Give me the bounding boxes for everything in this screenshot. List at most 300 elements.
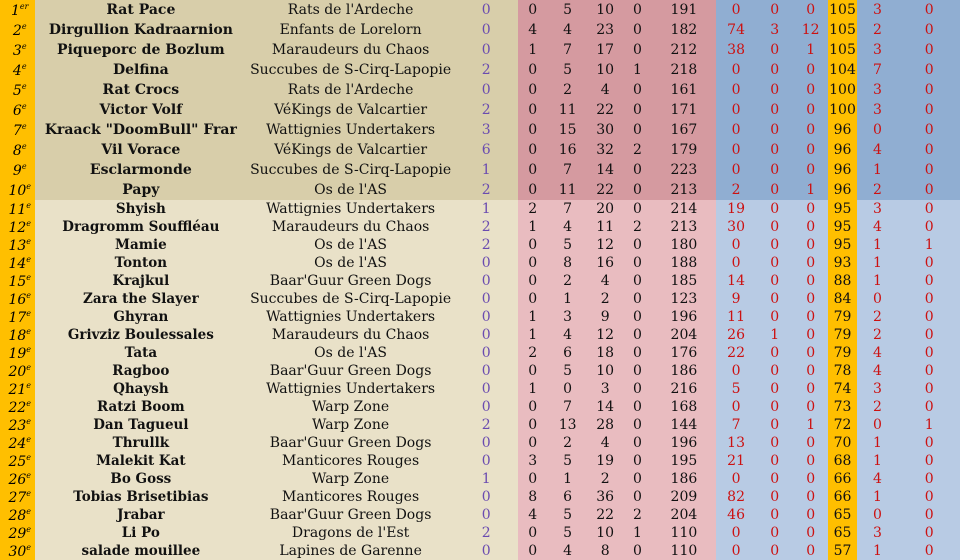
rank-suffix: e [26, 236, 32, 246]
team-name[interactable]: Os de l'AS [246, 180, 455, 200]
stat-a: 0 [455, 290, 518, 308]
stat-e: 0 [623, 290, 652, 308]
rank-cell [0, 488, 35, 506]
stat-g: 0 [716, 236, 757, 254]
table-row [0, 344, 960, 362]
stat-b: 1 [518, 40, 548, 60]
stat-d: 8 [587, 542, 622, 560]
rank-suffix: e [26, 380, 32, 390]
player-name[interactable]: Zara the Slayer [35, 290, 246, 308]
team-name[interactable]: Rats de l'Ardeche [246, 0, 455, 20]
player-name[interactable]: Kraack "DoomBull" Frar [35, 120, 246, 140]
stat-e: 0 [623, 100, 652, 120]
team-name[interactable]: Warp Zone [246, 416, 455, 434]
rank-suffix: e [26, 272, 32, 282]
team-name[interactable]: Wattignies Undertakers [246, 380, 455, 398]
stat-d: 14 [587, 398, 622, 416]
stat-l: 0 [898, 488, 960, 506]
stat-f: 196 [652, 308, 716, 326]
stat-l: 0 [898, 140, 960, 160]
stat-g: 0 [716, 0, 757, 20]
team-name[interactable]: VéKings de Valcartier [246, 140, 455, 160]
team-name[interactable]: Baar'Guur Green Dogs [246, 506, 455, 524]
total-points: 79 [828, 326, 856, 344]
team-name[interactable]: Wattignies Undertakers [246, 308, 455, 326]
stat-d: 22 [587, 180, 622, 200]
stat-b: 0 [518, 236, 548, 254]
stat-f: 144 [652, 416, 716, 434]
rank-number: 14 [8, 255, 27, 272]
stat-c: 5 [548, 0, 588, 20]
stat-h: 0 [756, 380, 793, 398]
stat-g: 0 [716, 80, 757, 100]
stat-c: 7 [548, 160, 588, 180]
player-name[interactable]: Bo Goss [35, 470, 246, 488]
stat-k: 4 [857, 470, 899, 488]
stat-g: 14 [716, 272, 757, 290]
stat-f: 209 [652, 488, 716, 506]
player-name[interactable]: Delfina [35, 60, 246, 80]
stat-k: 3 [857, 80, 899, 100]
stat-h: 0 [756, 236, 793, 254]
rank-suffix: e [26, 344, 32, 354]
player-name[interactable]: Ragboo [35, 362, 246, 380]
stat-h: 0 [756, 120, 793, 140]
team-name[interactable]: Succubes de S-Cirq-Lapopie [246, 60, 455, 80]
stat-k: 4 [857, 344, 899, 362]
stat-k: 2 [857, 20, 899, 40]
stat-k: 1 [857, 452, 899, 470]
player-name[interactable]: Ghyran [35, 308, 246, 326]
stat-k: 2 [857, 398, 899, 416]
stat-d: 2 [587, 470, 622, 488]
stat-c: 7 [548, 200, 588, 218]
stat-g: 0 [716, 254, 757, 272]
stat-l: 0 [898, 160, 960, 180]
stat-k: 2 [857, 180, 899, 200]
stat-g: 0 [716, 398, 757, 416]
player-name[interactable]: Tobias Brisetibias [35, 488, 246, 506]
stat-k: 2 [857, 308, 899, 326]
stat-b: 0 [518, 524, 548, 542]
stat-c: 4 [548, 20, 588, 40]
stat-f: 191 [652, 0, 716, 20]
stat-e: 1 [623, 524, 652, 542]
stat-h: 0 [756, 470, 793, 488]
team-name[interactable]: Os de l'AS [246, 344, 455, 362]
stat-l: 0 [898, 120, 960, 140]
player-name[interactable]: Jrabar [35, 506, 246, 524]
stat-l: 0 [898, 326, 960, 344]
stat-h: 0 [756, 452, 793, 470]
stat-e: 0 [623, 488, 652, 506]
rank-suffix: e [26, 470, 32, 480]
total-points: 95 [828, 200, 856, 218]
player-name[interactable]: Dragromm Souffléau [35, 218, 246, 236]
rank-cell [0, 160, 35, 180]
team-name[interactable]: Wattignies Undertakers [246, 120, 455, 140]
stat-e: 0 [623, 80, 652, 100]
rank-suffix: e [26, 434, 32, 444]
stat-k: 1 [857, 434, 899, 452]
stat-h: 0 [756, 362, 793, 380]
stat-l: 0 [898, 80, 960, 100]
rank-number: 10 [8, 182, 27, 199]
stat-g: 26 [716, 326, 757, 344]
team-name[interactable]: Succubes de S-Cirq-Lapopie [246, 290, 455, 308]
total-points: 65 [828, 524, 856, 542]
player-name[interactable]: Esclarmonde [35, 160, 246, 180]
player-name[interactable]: Vil Vorace [35, 140, 246, 160]
team-name[interactable]: Maraudeurs du Chaos [246, 218, 455, 236]
stat-a: 0 [455, 506, 518, 524]
rank-suffix: er [19, 1, 29, 11]
player-name[interactable]: Dan Tagueul [35, 416, 246, 434]
stat-a: 0 [455, 20, 518, 40]
stat-k: 3 [857, 40, 899, 60]
player-name[interactable]: Rat Pace [35, 0, 246, 20]
player-name[interactable]: Grivziz Boulessales [35, 326, 246, 344]
stat-e: 0 [623, 160, 652, 180]
rank-suffix: e [26, 362, 32, 372]
stat-a: 0 [455, 380, 518, 398]
total-points: 96 [828, 180, 856, 200]
stat-a: 1 [455, 160, 518, 180]
rank-cell [0, 308, 35, 326]
stat-i: 0 [793, 160, 828, 180]
rank-cell [0, 140, 35, 160]
stat-a: 0 [455, 308, 518, 326]
stat-l: 0 [898, 20, 960, 40]
stat-a: 2 [455, 236, 518, 254]
stat-i: 1 [793, 180, 828, 200]
stat-i: 0 [793, 344, 828, 362]
player-name[interactable]: Shyish [35, 200, 246, 218]
player-name[interactable]: salade mouillee [35, 542, 246, 560]
stat-h: 0 [756, 398, 793, 416]
player-name[interactable]: Ratzi Boom [35, 398, 246, 416]
rank-number: 11 [8, 201, 27, 218]
stat-g: 0 [716, 160, 757, 180]
stat-d: 28 [587, 416, 622, 434]
stat-h: 0 [756, 416, 793, 434]
stat-d: 20 [587, 200, 622, 218]
stat-d: 3 [587, 380, 622, 398]
total-points: 70 [828, 434, 856, 452]
rank-number: 12 [8, 219, 27, 236]
rank-cell [0, 40, 35, 60]
stat-g: 82 [716, 488, 757, 506]
stat-g: 11 [716, 308, 757, 326]
stat-b: 0 [518, 180, 548, 200]
total-points: 95 [828, 236, 856, 254]
team-name[interactable]: Dragons de l'Est [246, 524, 455, 542]
total-points: 96 [828, 140, 856, 160]
rank-number: 24 [8, 435, 27, 452]
player-name[interactable]: Mamie [35, 236, 246, 254]
stat-g: 0 [716, 542, 757, 560]
rank-cell [0, 236, 35, 254]
stat-b: 2 [518, 344, 548, 362]
stat-c: 0 [548, 380, 588, 398]
stat-g: 74 [716, 20, 757, 40]
rank-number: 22 [8, 399, 27, 416]
stat-b: 0 [518, 398, 548, 416]
stat-h: 0 [756, 344, 793, 362]
stat-a: 0 [455, 362, 518, 380]
stat-c: 5 [548, 524, 588, 542]
rank-cell [0, 434, 35, 452]
table-row [0, 452, 960, 470]
stat-h: 0 [756, 524, 793, 542]
rank-suffix: e [26, 326, 32, 336]
player-name[interactable]: Malekit Kat [35, 452, 246, 470]
stat-a: 0 [455, 398, 518, 416]
rank-suffix: e [26, 181, 32, 191]
stat-f: 161 [652, 80, 716, 100]
player-name[interactable]: Piqueporc de Bozlum [35, 40, 246, 60]
stat-a: 2 [455, 218, 518, 236]
rank-suffix: e [26, 254, 32, 264]
stat-i: 0 [793, 272, 828, 290]
stat-f: 204 [652, 506, 716, 524]
stat-c: 13 [548, 416, 588, 434]
stat-l: 0 [898, 380, 960, 398]
stat-k: 4 [857, 140, 899, 160]
stat-i: 0 [793, 452, 828, 470]
stat-f: 216 [652, 380, 716, 398]
team-name[interactable]: Maraudeurs du Chaos [246, 326, 455, 344]
stat-a: 1 [455, 470, 518, 488]
stat-d: 10 [587, 524, 622, 542]
rank-cell [0, 254, 35, 272]
total-points: 72 [828, 416, 856, 434]
stat-c: 1 [548, 290, 588, 308]
stat-b: 0 [518, 160, 548, 180]
rank-cell [0, 452, 35, 470]
rank-suffix: e [21, 161, 27, 171]
stat-h: 0 [756, 80, 793, 100]
stat-f: 123 [652, 290, 716, 308]
stat-f: 171 [652, 100, 716, 120]
player-name[interactable]: Rat Crocs [35, 80, 246, 100]
stat-d: 4 [587, 80, 622, 100]
stat-i: 0 [793, 290, 828, 308]
rank-number: 7 [12, 122, 22, 139]
stat-a: 0 [455, 254, 518, 272]
team-name[interactable]: Warp Zone [246, 398, 455, 416]
team-name[interactable]: Succubes de S-Cirq-Lapopie [246, 160, 455, 180]
total-points: 84 [828, 290, 856, 308]
stat-g: 0 [716, 100, 757, 120]
stat-h: 0 [756, 308, 793, 326]
stat-f: 212 [652, 40, 716, 60]
stat-i: 1 [793, 40, 828, 60]
rank-suffix: e [21, 81, 27, 91]
stat-h: 3 [756, 20, 793, 40]
total-points: 66 [828, 488, 856, 506]
total-points: 78 [828, 362, 856, 380]
stat-e: 0 [623, 308, 652, 326]
player-name[interactable]: Qhaysh [35, 380, 246, 398]
player-name[interactable]: Krajkul [35, 272, 246, 290]
player-name[interactable]: Thrullk [35, 434, 246, 452]
stat-d: 4 [587, 272, 622, 290]
stat-c: 7 [548, 40, 588, 60]
rank-suffix: e [26, 524, 32, 534]
rank-number: 29 [8, 525, 27, 542]
rank-suffix: e [21, 141, 27, 151]
table-row [0, 80, 960, 100]
stat-a: 2 [455, 416, 518, 434]
stat-l: 0 [898, 200, 960, 218]
stat-l: 0 [898, 524, 960, 542]
rank-cell [0, 470, 35, 488]
stat-b: 0 [518, 100, 548, 120]
stat-h: 0 [756, 272, 793, 290]
stat-c: 5 [548, 236, 588, 254]
stat-f: 214 [652, 200, 716, 218]
stat-e: 0 [623, 542, 652, 560]
stat-b: 8 [518, 488, 548, 506]
stat-l: 0 [898, 344, 960, 362]
team-name[interactable]: Baar'Guur Green Dogs [246, 434, 455, 452]
rank-suffix: e [26, 398, 32, 408]
stat-e: 0 [623, 434, 652, 452]
stat-g: 0 [716, 140, 757, 160]
stat-k: 1 [857, 542, 899, 560]
stat-d: 10 [587, 362, 622, 380]
stat-b: 4 [518, 506, 548, 524]
stat-a: 0 [455, 434, 518, 452]
stat-f: 204 [652, 326, 716, 344]
stat-a: 0 [455, 488, 518, 506]
stat-b: 0 [518, 80, 548, 100]
stat-c: 5 [548, 452, 588, 470]
player-name[interactable]: Tonton [35, 254, 246, 272]
total-points: 68 [828, 452, 856, 470]
rank-suffix: e [21, 41, 27, 51]
stat-e: 1 [623, 60, 652, 80]
total-points: 88 [828, 272, 856, 290]
team-name[interactable]: Enfants de Lorelorn [246, 20, 455, 40]
total-points: 93 [828, 254, 856, 272]
stat-k: 0 [857, 120, 899, 140]
stat-b: 0 [518, 542, 548, 560]
stat-a: 2 [455, 180, 518, 200]
stat-d: 10 [587, 0, 622, 20]
rank-number: 23 [8, 417, 27, 434]
stat-k: 0 [857, 506, 899, 524]
table-row [0, 326, 960, 344]
stat-e: 0 [623, 20, 652, 40]
rank-cell [0, 218, 35, 236]
team-name[interactable]: Lapines de Garenne [246, 542, 455, 560]
rank-number: 25 [8, 453, 27, 470]
stat-l: 0 [898, 362, 960, 380]
rank-cell [0, 362, 35, 380]
rank-suffix: e [26, 452, 32, 462]
rank-cell [0, 416, 35, 434]
stat-a: 0 [455, 40, 518, 60]
table-row [0, 236, 960, 254]
stat-i: 0 [793, 524, 828, 542]
stat-c: 4 [548, 542, 588, 560]
table-row [0, 120, 960, 140]
player-name[interactable]: Victor Volf [35, 100, 246, 120]
team-name[interactable]: Manticores Rouges [246, 488, 455, 506]
stat-b: 0 [518, 120, 548, 140]
team-name[interactable]: Os de l'AS [246, 254, 455, 272]
stat-b: 0 [518, 434, 548, 452]
rank-number: 8 [12, 142, 22, 159]
player-name[interactable]: Li Po [35, 524, 246, 542]
stat-e: 0 [623, 452, 652, 470]
stat-d: 18 [587, 344, 622, 362]
stat-i: 0 [793, 380, 828, 398]
stat-g: 0 [716, 60, 757, 80]
stat-b: 0 [518, 0, 548, 20]
stat-b: 1 [518, 218, 548, 236]
team-name[interactable]: Wattignies Undertakers [246, 200, 455, 218]
stat-l: 0 [898, 180, 960, 200]
player-name[interactable]: Papy [35, 180, 246, 200]
stat-f: 186 [652, 362, 716, 380]
table-row [0, 308, 960, 326]
team-name[interactable]: Warp Zone [246, 470, 455, 488]
team-name[interactable]: VéKings de Valcartier [246, 100, 455, 120]
stat-i: 0 [793, 218, 828, 236]
rank-cell [0, 326, 35, 344]
stat-l: 0 [898, 398, 960, 416]
stat-c: 2 [548, 80, 588, 100]
total-points: 95 [828, 218, 856, 236]
rank-cell [0, 398, 35, 416]
stat-i: 0 [793, 80, 828, 100]
table-row [0, 470, 960, 488]
stat-a: 0 [455, 452, 518, 470]
stat-g: 19 [716, 200, 757, 218]
team-name[interactable]: Os de l'AS [246, 236, 455, 254]
stat-d: 11 [587, 218, 622, 236]
team-name[interactable]: Manticores Rouges [246, 452, 455, 470]
table-row [0, 542, 960, 560]
stat-h: 0 [756, 200, 793, 218]
stat-i: 0 [793, 308, 828, 326]
player-name[interactable]: Dirgullion Kadraarnion [35, 20, 246, 40]
stat-d: 10 [587, 60, 622, 80]
rank-suffix: e [26, 506, 32, 516]
stat-h: 1 [756, 326, 793, 344]
stat-g: 0 [716, 362, 757, 380]
stat-c: 11 [548, 180, 588, 200]
table-row [0, 40, 960, 60]
stat-b: 1 [518, 308, 548, 326]
player-name[interactable]: Tata [35, 344, 246, 362]
stat-b: 3 [518, 452, 548, 470]
rank-number: 2 [12, 22, 22, 39]
team-name[interactable]: Rats de l'Ardeche [246, 80, 455, 100]
stat-e: 0 [623, 180, 652, 200]
stat-e: 0 [623, 416, 652, 434]
team-name[interactable]: Maraudeurs du Chaos [246, 40, 455, 60]
team-name[interactable]: Baar'Guur Green Dogs [246, 362, 455, 380]
stat-c: 15 [548, 120, 588, 140]
team-name[interactable]: Baar'Guur Green Dogs [246, 272, 455, 290]
stat-h: 0 [756, 100, 793, 120]
stat-k: 3 [857, 380, 899, 398]
stat-a: 0 [455, 80, 518, 100]
